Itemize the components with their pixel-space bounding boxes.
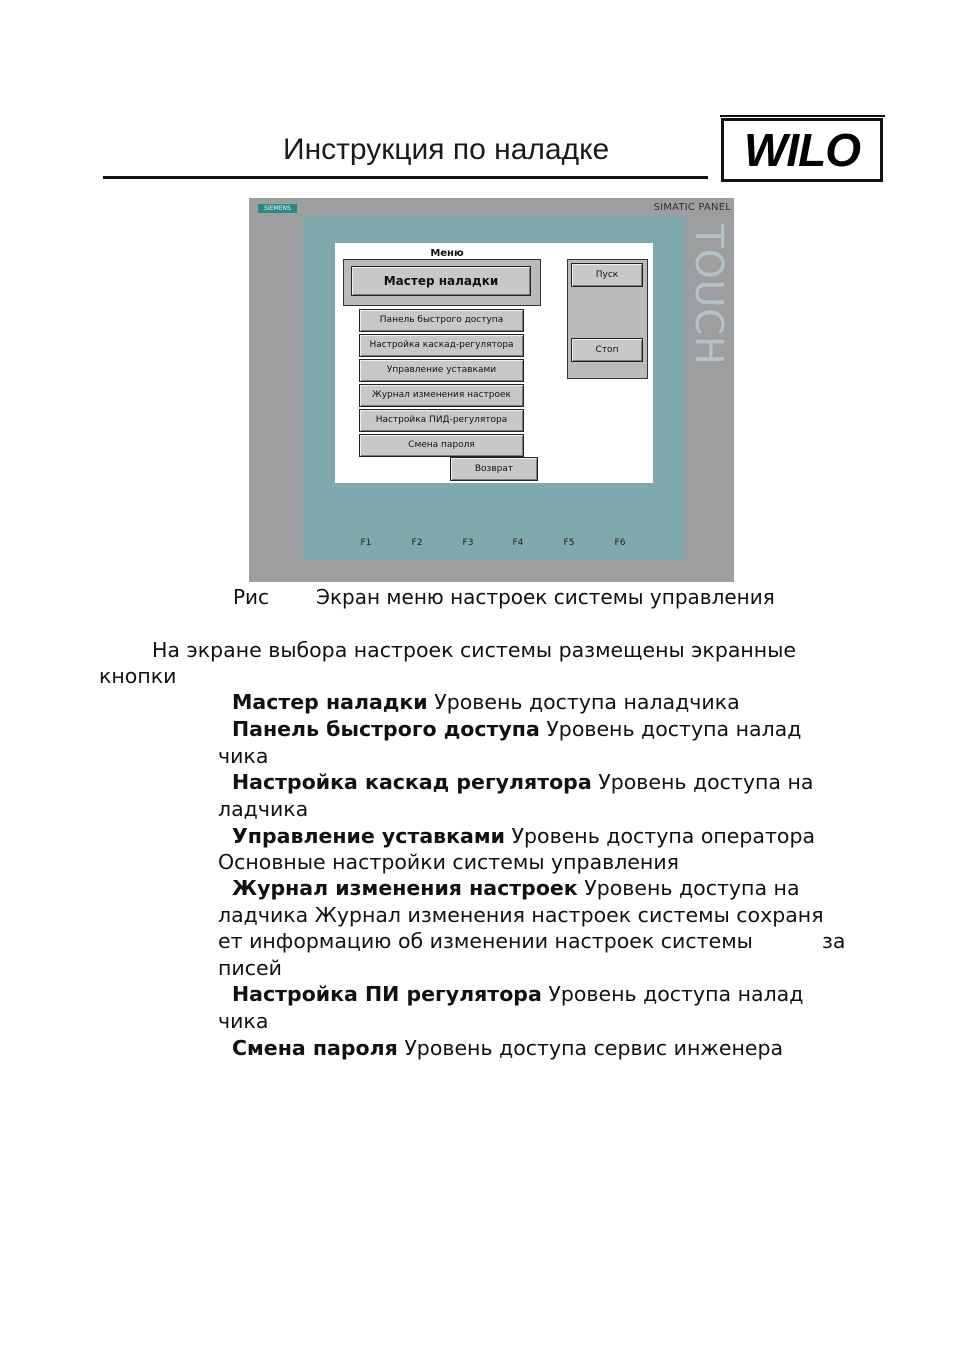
entry-description: Уровень доступа налад xyxy=(546,717,802,741)
entry-term: Журнал изменения настроек xyxy=(232,876,578,900)
touch-text: TOUCH xyxy=(687,224,731,366)
entry-description: Уровень доступа на xyxy=(584,876,800,900)
return-button[interactable]: Возврат xyxy=(450,457,538,481)
function-key-f5[interactable]: F5 xyxy=(552,526,586,560)
function-key-f3[interactable]: F3 xyxy=(451,526,485,560)
entry-continuation: Основные настройки системы управления xyxy=(218,850,679,874)
entry-description: Уровень доступа налад xyxy=(548,982,804,1006)
menu-title: Меню xyxy=(430,248,464,259)
function-key-f2[interactable]: F2 xyxy=(400,526,434,560)
entry-change-password xyxy=(232,1036,783,1060)
intro-line-1: На экране выбора настроек системы размещены экранные xyxy=(152,638,796,662)
document-title: Инструкция по наладке xyxy=(283,133,610,166)
entry-master-setup xyxy=(232,690,740,714)
function-key-f6[interactable]: F6 xyxy=(603,526,637,560)
entry-setpoint-management xyxy=(232,824,815,848)
intro-line-2: кнопки xyxy=(99,664,177,688)
panel-bezel xyxy=(303,217,685,560)
wilo-logo xyxy=(721,118,883,182)
entry-continuation: чика xyxy=(218,744,269,768)
entry-continuation: писей xyxy=(218,956,282,980)
pid-controller-setup-button[interactable]: Настройка ПИД-регулятора xyxy=(359,409,524,432)
entry-continuation: ладчика Журнал изменения настроек системы сохраня xyxy=(218,903,824,927)
logo-text: WILO xyxy=(743,124,861,176)
title-underline xyxy=(103,176,708,179)
entry-term: Мастер наладки xyxy=(232,690,428,714)
function-key-f1[interactable]: F1 xyxy=(349,526,383,560)
entry-continuation: чика xyxy=(218,1009,269,1033)
entry-quick-access xyxy=(232,717,801,741)
entry-term: Настройка каскад регулятора xyxy=(232,770,592,794)
entry-description: Уровень доступа на xyxy=(598,770,814,794)
entry-term: Настройка ПИ регулятора xyxy=(232,982,542,1006)
setpoint-management-button[interactable]: Управление уставками xyxy=(359,359,524,382)
master-setup-button[interactable]: Мастер наладки xyxy=(351,266,531,296)
entry-pi-controller xyxy=(232,982,803,1006)
entry-description: Уровень доступа сервис инженера xyxy=(404,1036,784,1060)
stop-button[interactable]: Стоп xyxy=(571,338,643,362)
entry-term: Панель быстрого доступа xyxy=(232,717,540,741)
entry-term: Управление уставками xyxy=(232,824,506,848)
entry-description: Уровень доступа оператора xyxy=(511,824,816,848)
entry-continuation: ладчика xyxy=(218,797,309,821)
hmi-screen xyxy=(335,243,653,483)
entry-term: Смена пароля xyxy=(232,1036,398,1060)
quick-access-panel-button[interactable]: Панель быстрого доступа xyxy=(359,309,524,332)
siemens-badge: SIEMENS xyxy=(258,204,297,213)
touch-label xyxy=(685,220,733,370)
entry-continuation-tail: за xyxy=(822,929,846,953)
simatic-panel-label: SIMATIC PANEL xyxy=(653,202,731,213)
entry-settings-log xyxy=(232,876,800,900)
change-password-button[interactable]: Смена пароля xyxy=(359,434,524,457)
figure-caption-text: Экран меню настроек системы управления xyxy=(316,585,775,609)
logo-top-rule xyxy=(720,115,885,117)
entry-cascade-controller xyxy=(232,770,813,794)
cascade-controller-setup-button[interactable]: Настройка каскад-регулятора xyxy=(359,334,524,357)
settings-change-log-button[interactable]: Журнал изменения настроек xyxy=(359,384,524,407)
entry-description: Уровень доступа наладчика xyxy=(434,690,740,714)
hmi-panel-figure xyxy=(249,198,734,582)
figure-caption-prefix: Рис xyxy=(233,585,270,609)
function-key-f4[interactable]: F4 xyxy=(501,526,535,560)
start-button[interactable]: Пуск xyxy=(571,263,643,287)
entry-continuation: ет информацию об изменении настроек системы xyxy=(218,929,753,953)
